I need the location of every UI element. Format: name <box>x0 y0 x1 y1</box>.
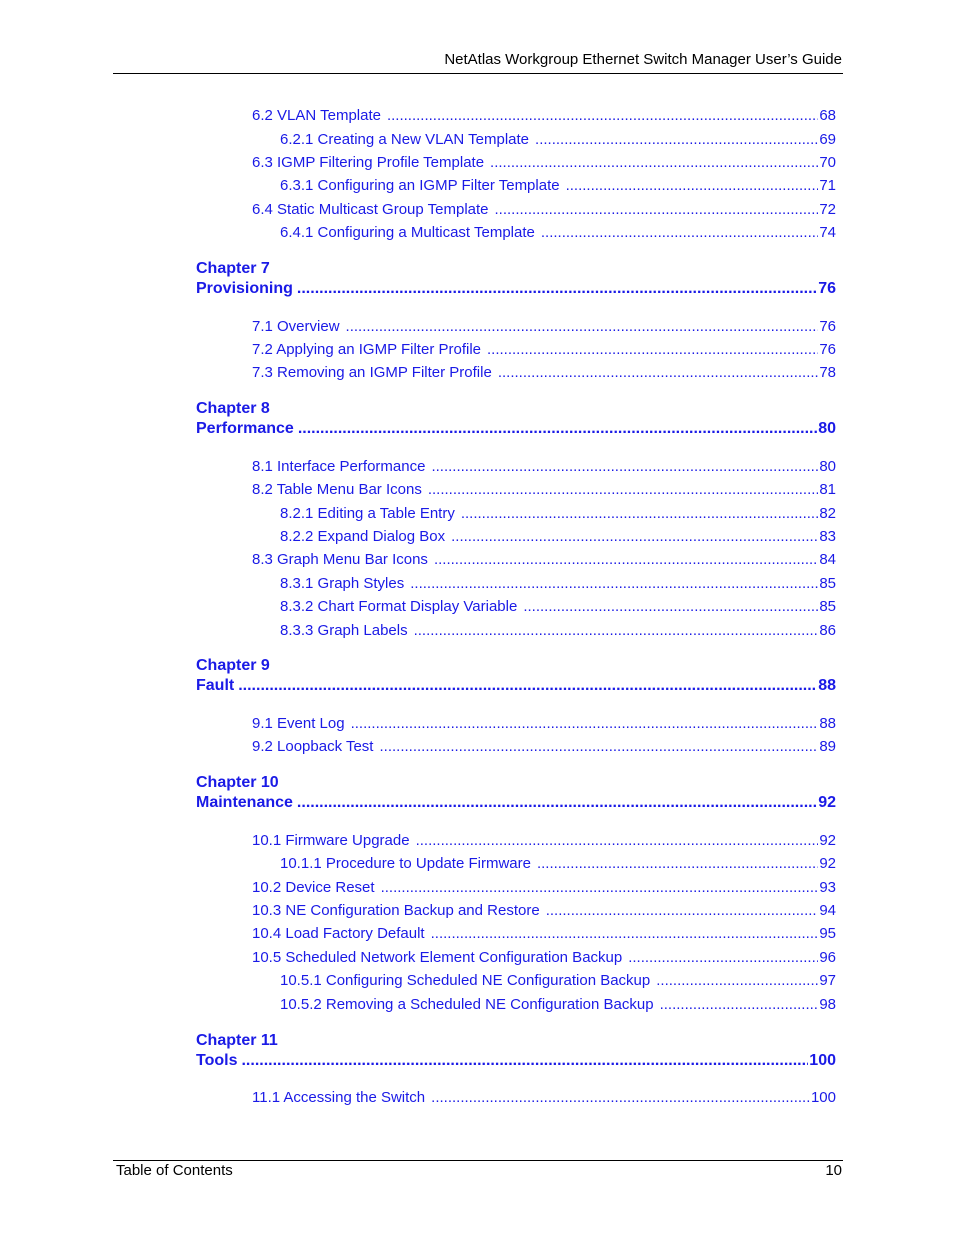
dot-leader <box>410 575 818 593</box>
dot-leader <box>387 107 818 125</box>
dot-leader <box>346 318 819 336</box>
toc-entry-page: 85 <box>819 598 836 615</box>
dot-leader <box>297 794 817 812</box>
toc-entry-page: 76 <box>819 341 836 358</box>
toc-entry-page: 80 <box>819 458 836 475</box>
toc-entry-page: 88 <box>818 677 836 694</box>
toc-entry-title: 9.1 Event Log <box>252 715 345 732</box>
toc-entry-page: 92 <box>818 794 836 811</box>
chapter-label[interactable]: Chapter 10 <box>196 774 279 791</box>
toc-entry-page: 82 <box>819 505 836 522</box>
toc-entry-page: 94 <box>819 902 836 919</box>
toc-section-entry[interactable] <box>252 551 836 569</box>
toc-entry-title: Tools <box>196 1052 238 1069</box>
toc-section-entry[interactable] <box>252 458 836 476</box>
toc-entry-title: 7.1 Overview <box>252 318 340 335</box>
toc-chapter-entry[interactable] <box>196 280 836 298</box>
dot-leader <box>541 224 818 242</box>
dot-leader <box>537 855 818 873</box>
toc-section-entry[interactable] <box>252 481 836 499</box>
toc-entry-title: 8.2.2 Expand Dialog Box <box>280 528 446 545</box>
toc-entry-title: 6.3.1 Configuring an IGMP Filter Template <box>280 177 560 194</box>
dot-leader <box>297 280 817 298</box>
toc-entry-page: 93 <box>819 879 836 896</box>
toc-section-entry[interactable] <box>252 902 836 920</box>
toc-section-entry[interactable] <box>252 318 836 336</box>
toc-subsection-entry[interactable] <box>280 575 836 593</box>
toc-subsection-entry[interactable] <box>280 528 836 546</box>
toc-chapter-entry[interactable] <box>196 794 836 812</box>
toc-entry-page: 72 <box>819 201 836 218</box>
toc-entry-title: 7.2 Applying an IGMP Filter Profile <box>252 341 481 358</box>
toc-section-entry[interactable] <box>252 715 836 733</box>
toc-chapter-entry[interactable] <box>196 420 836 438</box>
toc-entry-page: 78 <box>819 364 836 381</box>
toc-entry-title: 10.5.2 Removing a Scheduled NE Configuration Backup <box>280 996 654 1013</box>
toc-section-entry[interactable] <box>252 925 836 943</box>
header-divider <box>113 73 843 74</box>
toc-entry-page: 83 <box>819 528 836 545</box>
page-number: 10 <box>825 1162 842 1179</box>
toc-entry-title: Maintenance <box>196 794 293 811</box>
dot-leader <box>451 528 818 546</box>
toc-entry-page: 71 <box>819 177 836 194</box>
toc-entry-title: 6.2.1 Creating a New VLAN Template <box>280 131 530 148</box>
dot-leader <box>461 505 818 523</box>
dot-leader <box>351 715 819 733</box>
toc-entry-page: 76 <box>818 280 836 297</box>
toc-chapter-entry[interactable] <box>196 677 836 695</box>
toc-entry-title: 10.5 Scheduled Network Element Configuration Backup <box>252 949 623 966</box>
toc-section-entry[interactable] <box>252 1089 836 1107</box>
toc-entry-page: 80 <box>818 420 836 437</box>
toc-section-entry[interactable] <box>252 201 836 219</box>
toc-subsection-entry[interactable] <box>280 505 836 523</box>
dot-leader <box>431 925 819 943</box>
toc-entry-title: 6.4 Static Multicast Group Template <box>252 201 489 218</box>
dot-leader <box>495 201 819 219</box>
dot-leader <box>428 481 818 499</box>
dot-leader <box>238 677 817 695</box>
dot-leader <box>487 341 818 359</box>
chapter-label[interactable]: Chapter 7 <box>196 260 270 277</box>
toc-entry-page: 84 <box>819 551 836 568</box>
toc-section-entry[interactable] <box>252 949 836 967</box>
toc-subsection-entry[interactable] <box>280 598 836 616</box>
dot-leader <box>379 738 818 756</box>
dot-leader <box>628 949 818 967</box>
toc-entry-page: 100 <box>810 1089 836 1106</box>
toc-subsection-entry[interactable] <box>280 177 836 195</box>
toc-entry-title: 10.1.1 Procedure to Update Firmware <box>280 855 531 872</box>
dot-leader <box>431 1089 810 1107</box>
toc-entry-page: 81 <box>819 481 836 498</box>
toc-entry-title: 10.5.1 Configuring Scheduled NE Configuration Backup <box>280 972 651 989</box>
toc-section-entry[interactable] <box>252 738 836 756</box>
toc-entry-page: 100 <box>809 1052 836 1069</box>
toc-entry-title: 8.3.2 Chart Format Display Variable <box>280 598 518 615</box>
footer-section-title: Table of Contents <box>116 1162 233 1179</box>
chapter-label[interactable]: Chapter 9 <box>196 657 270 674</box>
toc-entry-title: Fault <box>196 677 235 694</box>
toc-subsection-entry[interactable] <box>280 224 836 242</box>
toc-entry-title: 8.1 Interface Performance <box>252 458 426 475</box>
toc-subsection-entry[interactable] <box>280 972 836 990</box>
chapter-label[interactable]: Chapter 11 <box>196 1032 278 1049</box>
toc-entry-title: 9.2 Loopback Test <box>252 738 374 755</box>
toc-section-entry[interactable] <box>252 154 836 172</box>
dot-leader <box>656 972 818 990</box>
dot-leader <box>241 1052 808 1070</box>
toc-entry-title: 6.2 VLAN Template <box>252 107 381 124</box>
toc-entry-title: Provisioning <box>196 280 293 297</box>
toc-entry-page: 92 <box>819 832 836 849</box>
toc-section-entry[interactable] <box>252 364 836 382</box>
toc-entry-page: 69 <box>819 131 836 148</box>
running-header: NetAtlas Workgroup Ethernet Switch Manager User’s Guide <box>444 51 842 68</box>
toc-entry-page: 86 <box>819 622 836 639</box>
toc-entry-title: 10.2 Device Reset <box>252 879 375 896</box>
toc-subsection-entry[interactable] <box>280 855 836 873</box>
toc-entry-page: 68 <box>819 107 836 124</box>
toc-entry-page: 85 <box>819 575 836 592</box>
toc-entry-title: 11.1 Accessing the Switch <box>252 1089 426 1106</box>
toc-section-entry[interactable] <box>252 832 836 850</box>
toc-entry-title: Performance <box>196 420 294 437</box>
dot-leader <box>298 420 817 438</box>
dot-leader <box>546 902 819 920</box>
dot-leader <box>381 879 819 897</box>
dot-leader <box>490 154 818 172</box>
toc-section-entry[interactable] <box>252 341 836 359</box>
toc-entry-title: 10.4 Load Factory Default <box>252 925 425 942</box>
toc-entry-page: 95 <box>819 925 836 942</box>
toc-entry-title: 6.3 IGMP Filtering Profile Template <box>252 154 485 171</box>
toc-subsection-entry[interactable] <box>280 131 836 149</box>
toc-entry-page: 88 <box>819 715 836 732</box>
toc-entry-title: 6.4.1 Configuring a Multicast Template <box>280 224 535 241</box>
dot-leader <box>431 458 818 476</box>
toc-entry-title: 8.2 Table Menu Bar Icons <box>252 481 422 498</box>
dot-leader <box>498 364 818 382</box>
dot-leader <box>416 832 819 850</box>
toc-entry-page: 76 <box>819 318 836 335</box>
toc-entry-title: 8.3.3 Graph Labels <box>280 622 408 639</box>
dot-leader <box>660 996 819 1014</box>
dot-leader <box>566 177 819 195</box>
toc-entry-title: 10.3 NE Configuration Backup and Restore <box>252 902 540 919</box>
toc-entry-page: 70 <box>819 154 836 171</box>
dot-leader <box>523 598 818 616</box>
chapter-label[interactable]: Chapter 8 <box>196 400 270 417</box>
toc-entry-title: 7.3 Removing an IGMP Filter Profile <box>252 364 492 381</box>
toc-subsection-entry[interactable] <box>280 622 836 640</box>
toc-entry-title: 8.3 Graph Menu Bar Icons <box>252 551 428 568</box>
toc-chapter-entry[interactable] <box>196 1052 836 1070</box>
toc-entry-page: 92 <box>819 855 836 872</box>
toc-entry-page: 96 <box>819 949 836 966</box>
dot-leader <box>414 622 819 640</box>
toc-entry-page: 98 <box>819 996 836 1013</box>
footer-divider <box>113 1160 843 1161</box>
toc-subsection-entry[interactable] <box>280 996 836 1014</box>
dot-leader <box>434 551 818 569</box>
toc-entry-page: 74 <box>819 224 836 241</box>
toc-entry-page: 97 <box>819 972 836 989</box>
toc-section-entry[interactable] <box>252 879 836 897</box>
toc-entry-title: 10.1 Firmware Upgrade <box>252 832 410 849</box>
toc-entry-page: 89 <box>819 738 836 755</box>
dot-leader <box>535 131 818 149</box>
toc-section-entry[interactable] <box>252 107 836 125</box>
toc-entry-title: 8.3.1 Graph Styles <box>280 575 405 592</box>
toc-entry-title: 8.2.1 Editing a Table Entry <box>280 505 455 522</box>
